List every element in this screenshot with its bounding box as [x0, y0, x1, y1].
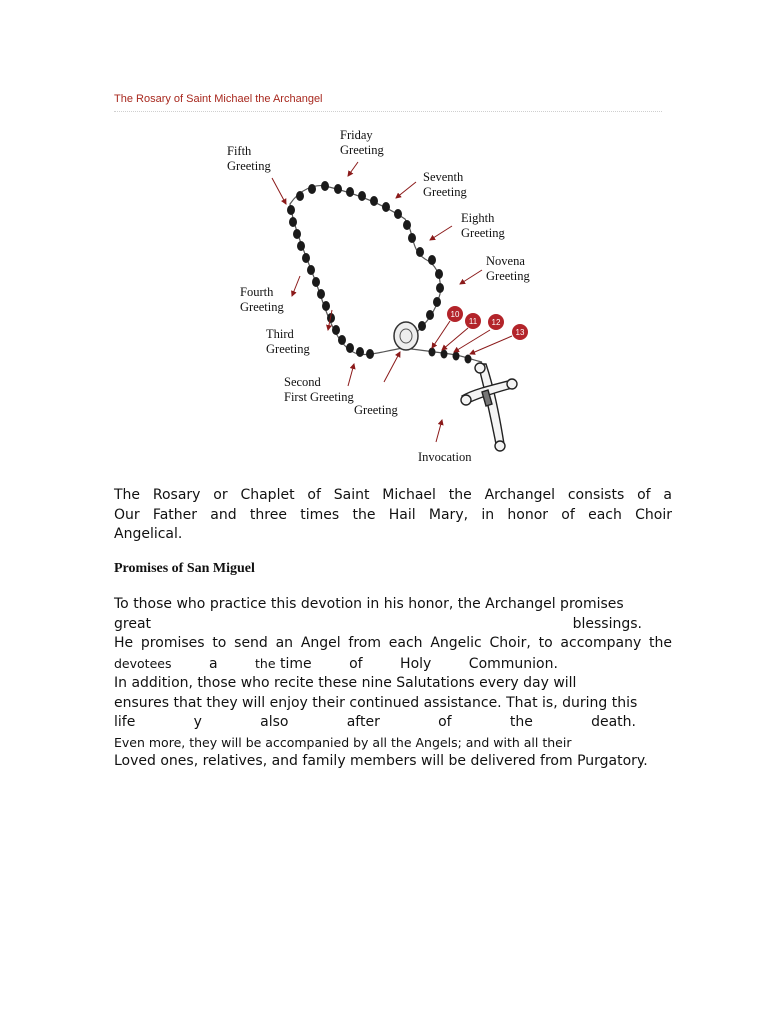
label-eighth-greeting: Eighth Greeting	[461, 211, 505, 240]
word-great: great	[114, 615, 152, 632]
promises-line-2	[114, 615, 672, 635]
rosary-chain	[290, 186, 482, 362]
word-death: death.	[591, 714, 636, 730]
intro-paragraph	[114, 486, 672, 545]
promises-line-1: To those who practice this devotion in his honor, the Archangel promises	[114, 596, 624, 612]
word-y: y	[193, 714, 202, 730]
word-of: of	[349, 655, 363, 672]
label-seventh-greeting: Seventh Greeting	[423, 170, 467, 199]
word-blessings: blessings.	[572, 615, 642, 632]
center-medal	[394, 322, 418, 350]
page-title: The Rosary of Saint Michael the Archangel	[114, 93, 323, 105]
word-time: time	[279, 655, 312, 672]
word-also: also	[260, 714, 289, 730]
word-communion: Communion.	[468, 655, 558, 672]
beads	[287, 181, 472, 364]
word-devotees: devotees	[114, 655, 172, 671]
badge-10: 10	[450, 310, 460, 319]
crucifix	[461, 363, 517, 451]
label-third-greeting: Third Greeting	[266, 327, 310, 356]
label-second-first-greeting: Second First Greeting	[284, 375, 354, 404]
promises-line-9: Loved ones, relatives, and family members will be delivered from Purgatory.	[114, 753, 648, 769]
promises-heading: Promises of San Miguel	[114, 561, 255, 576]
promises-line-3: He promises to send an Angel from each Angelic Choir, to accompany the	[114, 635, 672, 651]
promises-line-4	[114, 654, 672, 675]
label-fifth-greeting: Fifth Greeting	[227, 144, 271, 173]
promises-paragraph	[114, 595, 672, 772]
label-invocation: Invocation	[418, 450, 472, 464]
label-greeting: Greeting	[354, 403, 398, 417]
word-holy: Holy	[400, 655, 432, 672]
intro-line-3: Angelical.	[114, 526, 183, 542]
badge-12: 12	[491, 318, 501, 327]
promises-line-5: In addition, those who recite these nine Salutations every day will	[114, 675, 577, 691]
promises-line-8: Even more, they will be accompanied by all the Angels; and with all their	[114, 734, 572, 750]
title-divider	[114, 111, 662, 112]
label-fourth-greeting: Fourth Greeting	[240, 285, 284, 314]
intro-line-2: Our Father and three times the Hail Mary, in honor of each Choir	[114, 506, 672, 523]
promises-line-7	[114, 713, 672, 733]
word-after: after	[346, 714, 380, 730]
word-the-2: the	[509, 714, 533, 730]
intro-line-1: The Rosary or Chaplet of Saint Michael the Archangel consists of a	[114, 487, 672, 503]
badge-13: 13	[515, 328, 525, 337]
rosary-diagram	[220, 124, 550, 470]
word-life: life	[114, 714, 136, 730]
badge-11: 11	[468, 317, 478, 326]
word-of-2: of	[438, 714, 452, 730]
label-novena-greeting: Novena Greeting	[486, 254, 530, 283]
promises-line-6: ensures that they will enjoy their continued assistance. That is, during this	[114, 694, 638, 711]
word-the: the	[255, 655, 276, 671]
label-friday-greeting: Friday Greeting	[340, 128, 384, 157]
word-a: a	[208, 655, 218, 672]
